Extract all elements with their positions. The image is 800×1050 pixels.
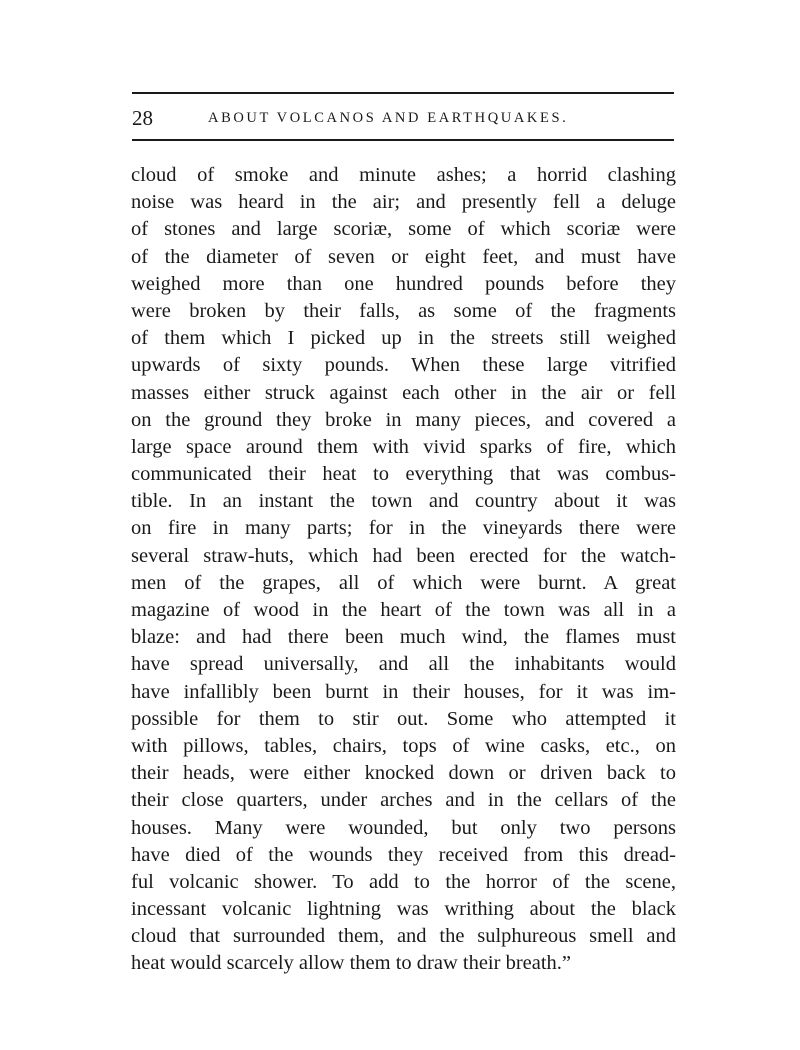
text-line: incessant volcanic lightning was writhing about the black [131,898,676,921]
text-line: have spread universally, and all the inhabitants would [131,653,676,676]
text-line: possible for them to stir out. Some who attempted it [131,707,676,730]
text-line: men of the grapes, all of which were burnt. A great [131,571,676,594]
text-line: of them which I picked up in the streets still weighed [131,327,676,350]
text-line: several straw-huts, which had been erected for the watch- [131,544,676,567]
text-line: of stones and large scoriæ, some of which scoriæ were [131,218,676,241]
text-line: blaze: and had there been much wind, the flames must [131,626,676,649]
text-line: on fire in many parts; for in the vineyards there were [131,517,676,540]
text-line: weighed more than one hundred pounds before they [131,272,676,295]
text-line: communicated their heat to everything that was combus- [131,463,676,486]
text-line: heat would scarcely allow them to draw their breath.” [131,952,572,975]
text-line: have died of the wounds they received from this dread- [131,843,676,866]
text-line: houses. Many were wounded, but only two persons [131,816,676,839]
text-line: their heads, were either knocked down or driven back to [131,762,676,785]
text-line: with pillows, tables, chairs, tops of wine casks, etc., on [131,734,676,757]
page-number: 28 [132,106,153,130]
text-line: ful volcanic shower. To add to the horror of the scene, [131,870,676,893]
running-head: ABOUT VOLCANOS AND EARTHQUAKES. [208,110,569,126]
text-line: on the ground they broke in many pieces, and covered a [131,408,676,431]
text-line: magazine of wood in the heart of the town was all in a [131,599,676,621]
text-line: their close quarters, under arches and in the cellars of the [131,789,676,812]
text-line: cloud of smoke and minute ashes; a horrid clashing [131,164,676,186]
text-line: have infallibly been burnt in their houses, for it was im- [131,680,676,703]
text-line: cloud that surrounded them, and the sulphureous smell and [131,925,676,948]
header-rule-bottom [132,139,674,141]
page-header [132,104,674,130]
body-text [131,162,676,978]
text-line: masses either struck against each other in the air or fell [131,381,676,404]
text-line: noise was heard in the air; and presently fell a deluge [131,191,676,214]
text-line: were broken by their falls, as some of the fragments [131,299,676,322]
header-rule-top [132,92,674,94]
text-line: tible. In an instant the town and country about it was [131,490,676,513]
text-line: of the diameter of seven or eight feet, and must have [131,245,676,268]
text-line: large space around them with vivid sparks of fire, which [131,435,676,458]
text-line: upwards of sixty pounds. When these large vitrified [131,354,676,377]
